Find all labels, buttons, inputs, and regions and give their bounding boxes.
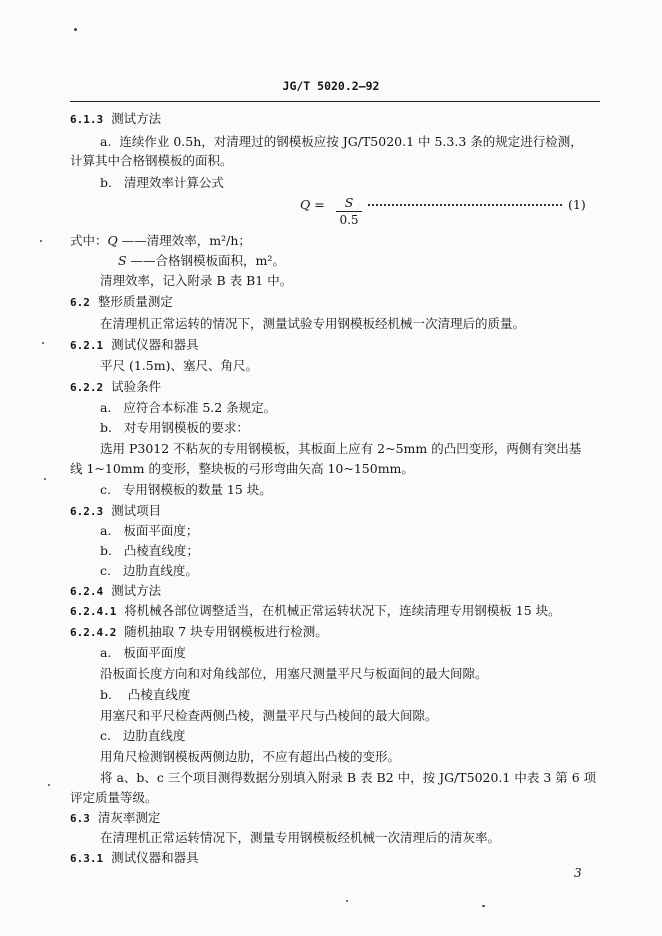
- para-b-6-2-4-2: 用塞尺和平尺检查两侧凸棱，测量平尺与凸棱间的最大间隙。: [100, 708, 438, 723]
- scan-speck: [346, 900, 348, 902]
- item-b-6-2-4-2: b. 凸棱直线度: [100, 687, 191, 702]
- section-6-2-2: 6.2.2 试验条件: [70, 379, 162, 394]
- para-evaluation-line1: 将 a、b、c 三个项目测得数据分别填入附录 B 表 B2 中，按 JG/T5020.1 中表 3 第 6 项: [100, 770, 597, 785]
- para-evaluation-line2: 评定质量等级。: [70, 790, 158, 805]
- item-c-6-2-2: c. 专用钢模板的数量 15 块。: [100, 482, 272, 497]
- para-6-2-2-line1: 选用 P3012 不粘灰的专用钢模板，其板面上应有 2~5mm 的凸凹变形，两侧有突出基: [100, 441, 582, 456]
- scan-speck: [48, 784, 50, 786]
- section-6-2-1: 6.2.1 测试仪器和器具: [70, 337, 199, 352]
- item-b-formula-title: b. 清理效率计算公式: [100, 175, 224, 190]
- standard-header: JG/T 5020.2—92: [282, 79, 380, 93]
- item-c-6-2-4-2: c. 边肋直线度: [100, 728, 186, 743]
- scan-speck: [482, 905, 485, 907]
- where-q: 式中：Q ——清理效率，m²/h；: [70, 233, 251, 248]
- para-a-6-2-4-2: 沿板面长度方向和对角线部位，用塞尺测量平尺与板面间的最大间隙。: [100, 666, 488, 681]
- item-b-6-2-3: b. 凸棱直线度；: [100, 543, 199, 558]
- formula-fraction: [336, 196, 362, 227]
- section-6-2-3: 6.2.3 测试项目: [70, 503, 162, 518]
- formula-numerator: S: [344, 195, 354, 210]
- formula-number: (1): [568, 197, 586, 212]
- item-b-6-2-2: b. 对专用钢模板的要求：: [100, 420, 249, 435]
- item-a-continuation: 计算其中合格钢模板的面积。: [70, 153, 233, 168]
- item-c-6-2-3: c. 边肋直线度。: [100, 563, 198, 578]
- scan-speck: [42, 342, 44, 344]
- header-rule: [70, 101, 600, 102]
- leader-dots: [368, 204, 562, 206]
- item-a-continuous-operation: a. 连续作业 0.5h，对清理过的钢模板应按 JG/T5020.1 中 5.3.3 条的规定进行检测，: [100, 134, 583, 149]
- formula-denominator: 0.5: [339, 213, 359, 227]
- formula-lhs: Q =: [300, 197, 325, 212]
- item-a-6-2-2: a. 应符合本标准 5.2 条规定。: [100, 400, 277, 415]
- fraction-bar: [336, 211, 362, 212]
- section-6-1-3: 6.1.3 测试方法: [70, 111, 162, 126]
- section-6-2-4-2: 6.2.4.2 随机抽取 7 块专用钢模板进行检测。: [70, 624, 328, 639]
- para-6-2-2-line2: 线 1~10mm 的变形，整块板的弓形弯曲矢高 10~150mm。: [70, 461, 414, 476]
- para-6-3: 在清理机正常运转情况下，测量专用钢模板经机械一次清理后的清灰率。: [100, 830, 501, 845]
- scan-speck: [44, 478, 46, 480]
- page-number: 3: [574, 866, 582, 880]
- scan-speck: [40, 240, 42, 242]
- section-6-2-4-1: 6.2.4.1 将机械各部位调整适当，在机械正常运转状况下，连续清理专用钢模板 15 块。: [70, 603, 561, 618]
- section-6-3: 6.3 清灰率测定: [70, 810, 161, 825]
- scan-speck: [74, 28, 77, 31]
- item-a-6-2-4-2: a. 板面平面度: [100, 645, 186, 660]
- section-6-2-4: 6.2.4 测试方法: [70, 583, 162, 598]
- para-6-2-1: 平尺 (1.5m)、塞尺、角尺。: [100, 358, 258, 373]
- para-6-2: 在清理机正常运转的情况下，测量试验专用钢模板经机械一次清理后的质量。: [100, 316, 526, 331]
- item-a-6-2-3: a. 板面平面度；: [100, 523, 199, 538]
- section-6-2: 6.2 整形质量测定: [70, 294, 173, 309]
- record-efficiency: 清理效率，记入附录 B 表 B1 中。: [100, 273, 293, 288]
- section-6-3-1: 6.3.1 测试仪器和器具: [70, 850, 199, 865]
- para-c-6-2-4-2: 用角尺检测钢模板两侧边肋，不应有超出凸棱的变形。: [100, 749, 401, 764]
- where-s: S ——合格钢模板面积，m²。: [118, 253, 285, 268]
